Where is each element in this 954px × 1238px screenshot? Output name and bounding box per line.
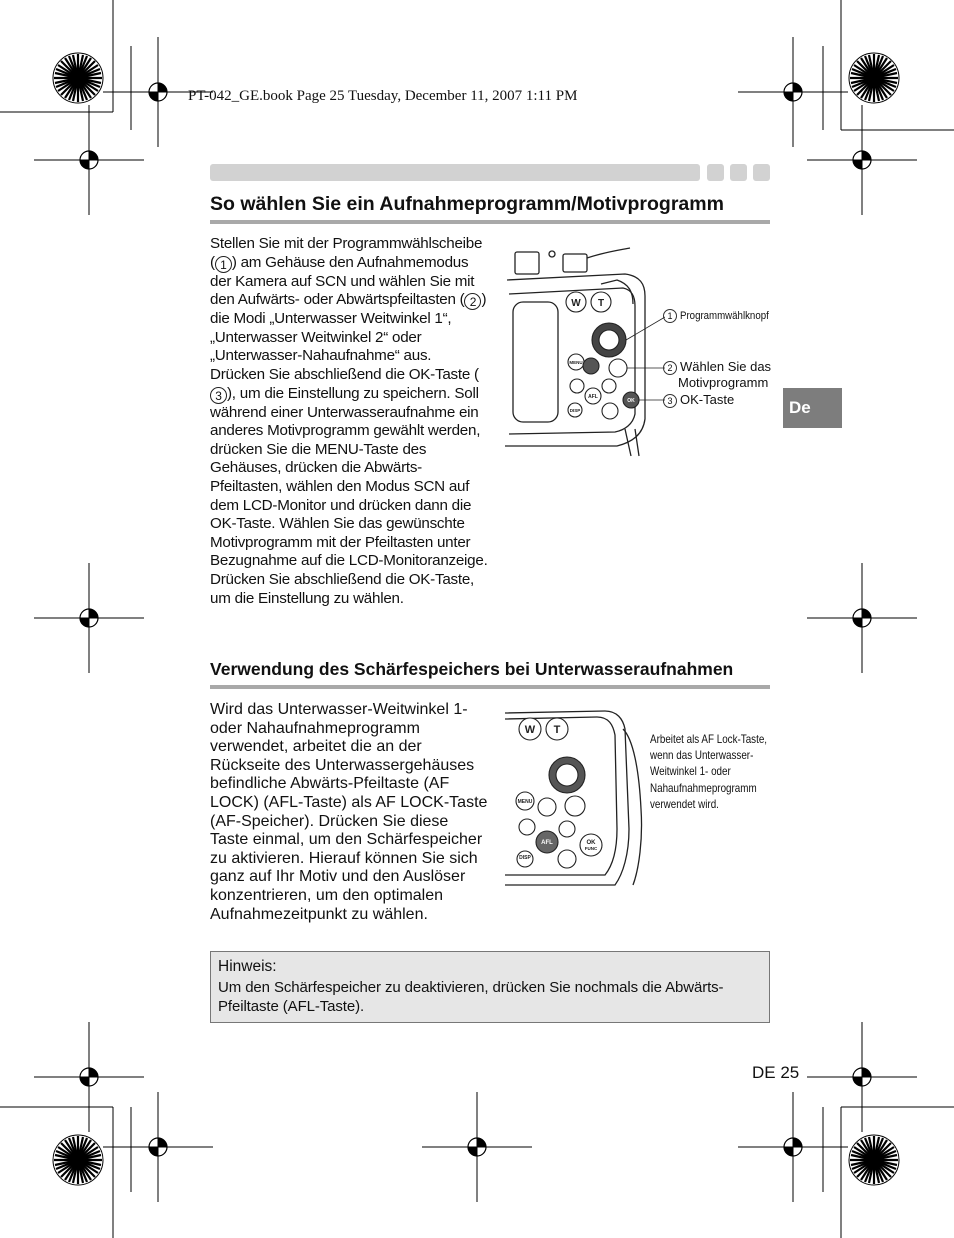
ok-button: OK (586, 840, 596, 846)
top-square (730, 164, 747, 181)
ok-button: OK (627, 398, 635, 404)
figure1-label-1: 1 Programmwählknopf (663, 307, 781, 324)
figure1-label-2: 2 Wählen Sie das Motivprogramm (663, 359, 771, 391)
zoom-wide-button: W (524, 724, 536, 736)
top-square (707, 164, 724, 181)
print-header: PT-042_GE.book Page 25 Tuesday, December 11, 2007 1:11 PM (188, 88, 578, 104)
note-title: Hinweis: (218, 958, 277, 975)
language-tab: De (783, 388, 842, 428)
top-bar (210, 164, 700, 181)
note-box (210, 951, 770, 1023)
section-title: So wählen Sie ein Aufnahmeprogramm/Motivprogramm (210, 193, 724, 215)
callout-number: 2 (464, 293, 481, 310)
zoom-tele-button: T (553, 724, 561, 736)
zoom-tele-button: T (597, 298, 605, 309)
section1-paragraph: Stellen Sie mit der Programmwählscheibe ( 1 ) am Gehäuse den Aufnahmemodus der Kamera auf SCN und wählen Sie mit den Aufwärts- oder Abwärtspfeiltasten ( 2 ) die Modi „Unterwasser Weitwinkel 1“, „Unterwasser Weitwinkel 2“ oder „Unterwasser-Nahaufnahme“ aus. Drücken Sie abschließend die OK-Taste (3 ), um die Einstellung zu speichern. Soll während einer Unterwasseraufnahme ein anderes Motivprogramm gewählt werden, drücken Sie die MENU-Taste des Gehäuses, drücken die Abwärts-Pfeiltasten, wählen den Modus SCN auf dem LCD-Monitor und drücken dann die OK-Taste. Wählen Sie das gewünschte Motivprogramm mit der Pfeiltasten unter Bezugnahme auf die LCD-Monitoranzeige. Drücken Sie abschließend die OK-Taste, um die Einstellung zu wählen. (210, 235, 488, 607)
section-rule (210, 220, 770, 224)
afl-button: AFL (541, 840, 553, 846)
disp-button: DISP (519, 855, 531, 861)
menu-button: MENU (517, 799, 533, 805)
afl-button-illustration (505, 709, 650, 889)
figure1-label-3: 3 OK-Taste (663, 392, 734, 408)
section-rule (210, 685, 770, 689)
afl-callout-text: Arbeitet als AF Lock-Taste, wenn das Unterwasser-Weitwinkel 1- oder Nahaufnahmeprogramm verwendet wird. (650, 732, 768, 811)
disp-button: DISP (569, 408, 581, 413)
callout-number: 3 (210, 387, 227, 404)
note-text: Um den Schärfespeicher zu deaktivieren, drücken Sie nochmals die Abwärts-Pfeiltaste (AFL-Taste). (218, 979, 724, 1015)
housing-back-illustration (505, 244, 665, 459)
func-button: FUNC (584, 846, 598, 851)
afl-button: AFL (588, 394, 598, 400)
callout-number: 1 (215, 256, 232, 273)
section-title: Verwendung des Schärfespeichers bei Unterwasseraufnahmen (210, 659, 734, 679)
section2-paragraph: Wird das Unterwasser-Weitwinkel 1- oder Nahaufnahmeprogramm verwendet, arbeitet die an der Rückseite des Unterwassergehäuses befindliche Abwärts-Pfeiltaste (AF LOCK) (AFL-Taste) als AF LOCK-Taste (AF-Speicher). Drücken Sie diese Taste einmal, um den Schärfespeicher zu aktivieren. Hierauf können Sie sich ganz auf Ihr Motiv und den Auslöser konzentrieren, um den optimalen Aufnahmezeitpunkt zu wählen. (210, 701, 488, 923)
top-square (753, 164, 770, 181)
menu-button: MENU (569, 360, 583, 365)
page-number: DE 25 (752, 1063, 800, 1082)
zoom-wide-button: W (571, 298, 581, 309)
